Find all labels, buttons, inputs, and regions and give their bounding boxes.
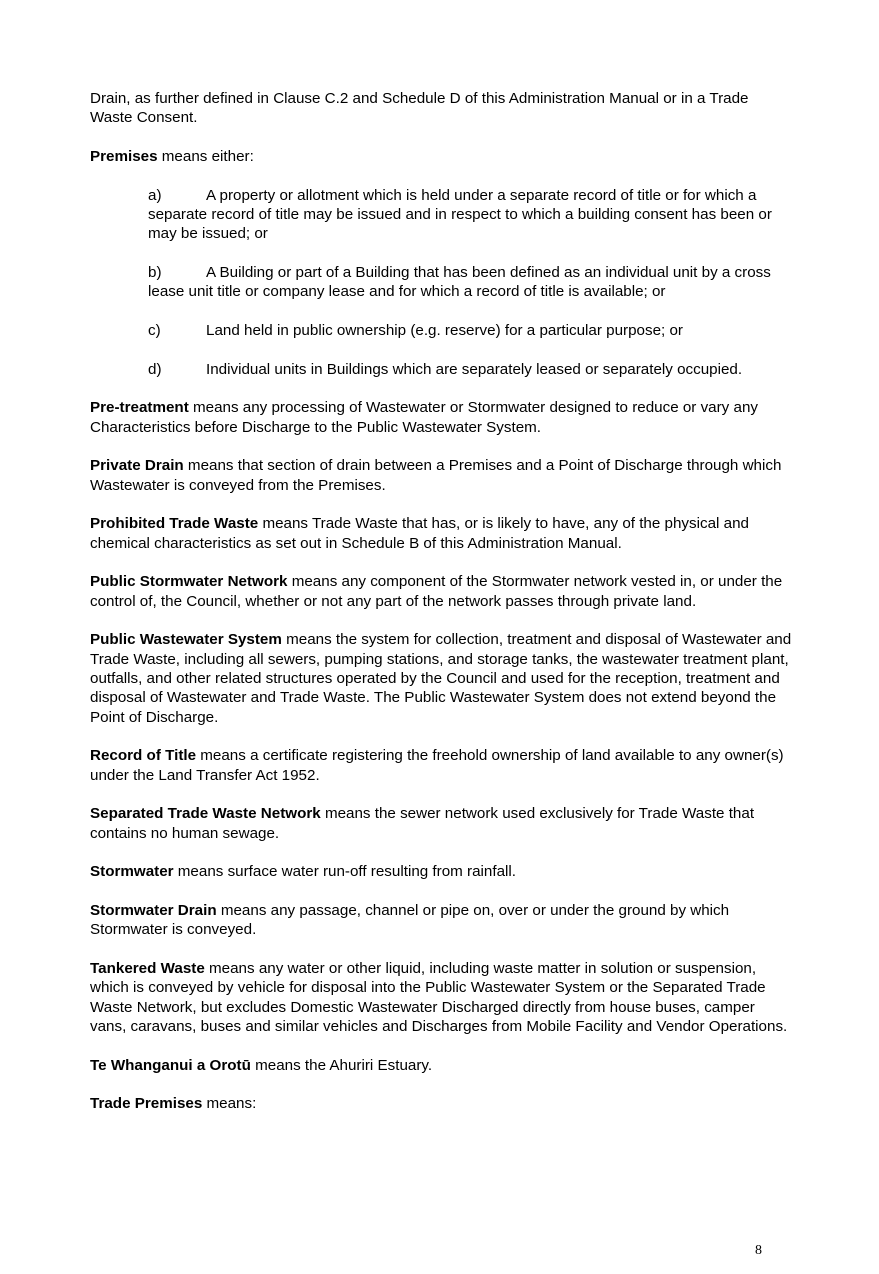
definition-te-whanganui-a-orotu xyxy=(90,1056,794,1075)
premises-item-b xyxy=(148,263,794,302)
intro-paragraph: Drain, as further defined in Clause C.2 and Schedule D of this Administration Manual or in a Trade Waste Consent. xyxy=(90,90,749,127)
item-text: A property or allotment which is held under a separate record of title or for which a separate record of title may be issued and in respect to which a building consent has been or may be issued; or xyxy=(148,186,772,243)
definition-premises xyxy=(90,147,794,166)
definition-text: means any water or other liquid, including waste matter in solution or suspension, which is conveyed by vehicle for disposal into the Public Wastewater System or the Separated Trade Waste Network, but excludes Domestic Wastewater Discharged directly from house buses, camper vans, caravans, buses and similar vehicles and Discharges from Mobile Facility and Vendor Operations. xyxy=(90,960,788,1036)
definition-trade-premises xyxy=(90,1094,794,1113)
definition-term: Pre-treatment xyxy=(90,399,189,417)
definition-text: means a certificate registering the freehold ownership of land available to any owner(s) under the Land Transfer Act 1952. xyxy=(90,747,784,784)
definition-text: means any processing of Wastewater or Stormwater designed to reduce or vary any Characteristics before Discharge to the Public Wastewater System. xyxy=(90,399,758,436)
item-letter: b) xyxy=(148,264,162,281)
definition-term: Record of Title xyxy=(90,747,197,765)
definition-term: Stormwater xyxy=(90,863,174,881)
definition-term: Stormwater Drain xyxy=(90,902,217,919)
definition-prohibited-trade-waste xyxy=(90,514,794,553)
definition-tankered-waste xyxy=(90,959,794,1037)
item-text: A Building or part of a Building that has been defined as an individual unit by a cross lease unit title or company lease and for which a record of title is available; or xyxy=(148,264,771,301)
definition-term: Public Wastewater System xyxy=(90,631,282,649)
definition-text: means either: xyxy=(157,148,254,165)
definition-term: Prohibited Trade Waste xyxy=(90,515,259,533)
definition-term: Private Drain xyxy=(90,457,184,475)
definition-pre-treatment xyxy=(90,398,794,437)
document-page xyxy=(90,89,794,1133)
premises-item-a xyxy=(148,186,794,244)
definition-text: means the system for collection, treatment and disposal of Wastewater and Trade Waste, including all sewers, pumping stations, and storage tanks, the wastewater treatment plant, outfalls, and other related structures operated by the Council and used for the reception, treatment and disposal of Wastewater and Trade Waste. The Public Wastewater System does not extend beyond the Point of Discharge. xyxy=(90,631,792,726)
definition-public-stormwater-network xyxy=(90,572,794,611)
definition-term: Separated Trade Waste Network xyxy=(90,805,321,823)
definition-term: Public Stormwater Network xyxy=(90,573,288,591)
definition-separated-trade-waste-network xyxy=(90,804,794,843)
definition-text: means Trade Waste that has, or is likely to have, any of the physical and chemical characteristics as set out in Schedule B of this Administration Manual. xyxy=(90,515,749,552)
definition-text: means the sewer network used exclusively for Trade Waste that contains no human sewage. xyxy=(90,805,755,842)
page-number: 8 xyxy=(755,1243,762,1258)
definition-text: means surface water run-off resulting from rainfall. xyxy=(173,863,516,881)
definition-term: Premises xyxy=(90,148,158,165)
premises-item-d xyxy=(148,360,794,379)
definition-text: means any component of the Stormwater network vested in, or under the control of, the Council, whether or not any part of the network passes through private land. xyxy=(90,573,783,610)
item-text: Land held in public ownership (e.g. reserve) for a particular purpose; or xyxy=(206,322,683,339)
definition-term: Trade Premises xyxy=(90,1095,203,1113)
definition-stormwater xyxy=(90,862,794,881)
definition-term: Te Whanganui a Orotū xyxy=(90,1056,251,1074)
definition-private-drain xyxy=(90,456,794,495)
item-text: Individual units in Buildings which are separately leased or separately occupied. xyxy=(206,360,743,378)
definition-text: means the Ahuriri Estuary. xyxy=(250,1056,433,1074)
definition-public-wastewater-system xyxy=(90,630,794,727)
definition-term: Tankered Waste xyxy=(90,960,205,977)
definition-text: means that section of drain between a Premises and a Point of Discharge through which Wastewater is conveyed from the Premises. xyxy=(90,457,782,494)
definition-text: means: xyxy=(202,1095,257,1113)
definition-stormwater-drain xyxy=(90,901,794,940)
item-letter: c) xyxy=(148,322,161,339)
definition-record-of-title xyxy=(90,746,794,785)
item-letter: a) xyxy=(148,186,162,204)
definition-text: means any passage, channel or pipe on, over or under the ground by which Stormwater is conveyed. xyxy=(90,902,730,939)
premises-item-c xyxy=(148,321,794,340)
item-letter: d) xyxy=(148,360,162,378)
